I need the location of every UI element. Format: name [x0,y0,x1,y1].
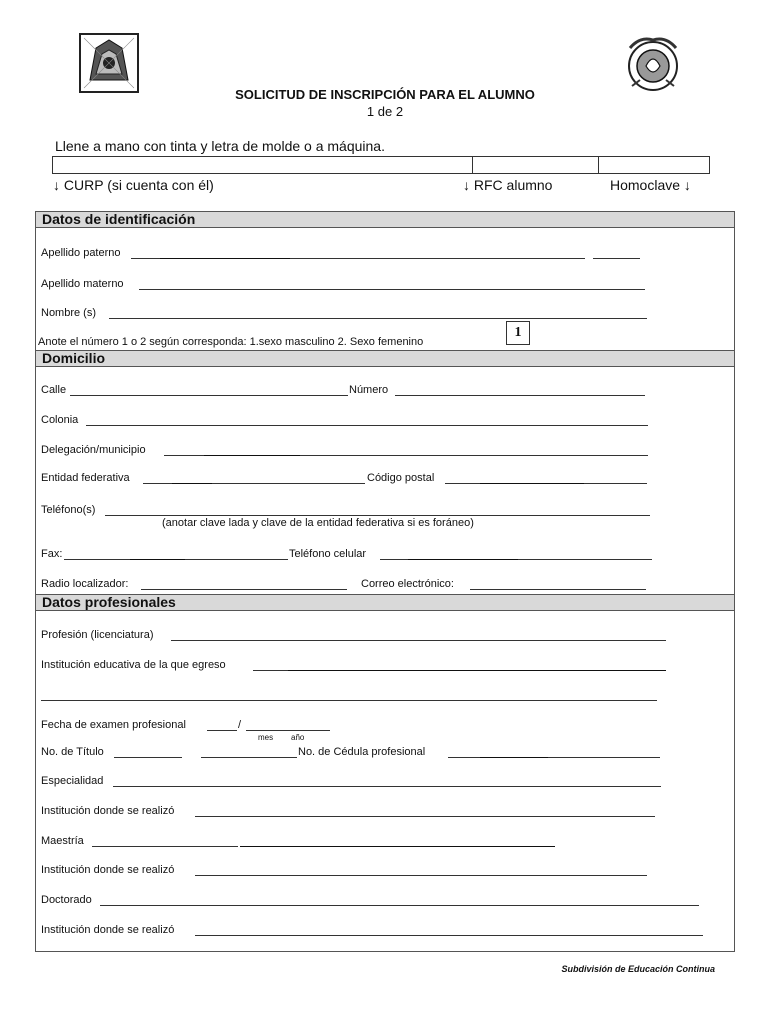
rfc-label: ↓ RFC alumno [463,177,553,193]
apellido-paterno-extra-field[interactable] [593,258,640,259]
footer-department: Subdivisión de Educación Continua [561,964,715,974]
apellido-materno-field[interactable] [139,289,645,290]
instruction-text: Llene a mano con tinta y letra de molde o a máquina. [55,138,385,154]
maestria-field[interactable] [92,846,238,847]
fax-highlight [130,559,185,560]
apellido-paterno-label: Apellido paterno [41,247,121,259]
calle-field[interactable] [70,395,348,396]
especialidad-field[interactable] [113,786,661,787]
curp-label: ↓ CURP (si cuenta con él) [53,177,214,193]
nombre-label: Nombre (s) [41,307,97,319]
numero-field[interactable] [395,395,645,396]
telefono-field[interactable] [105,515,650,516]
entidad-highlight [172,483,212,484]
inst-especialidad-label: Institución donde se realizó [41,805,175,817]
codigo-postal-label: Código postal [367,472,435,484]
profesion-field[interactable] [171,640,666,641]
profesionales-section [35,594,735,952]
inst-especialidad-field[interactable] [195,816,655,817]
fecha-anio-field[interactable] [246,730,330,731]
correo-field[interactable] [470,589,646,590]
inst-doctorado-field[interactable] [195,935,703,936]
titulo-field-2[interactable] [201,757,297,758]
inst-maestria-label: Institución donde se realizó [41,864,175,876]
cedula-label: No. de Cédula profesional [298,746,426,758]
radio-label: Radio localizador: [41,578,129,590]
identificacion-header: Datos de identificación [35,211,735,228]
identificacion-section [35,211,735,351]
institucion-egreso-continuation[interactable] [41,700,657,701]
radio-field[interactable] [141,589,347,590]
box-divider [472,157,473,173]
institucion-egreso-label: Institución educativa de la que egreso [41,659,226,671]
entidad-label: Entidad federativa [41,472,130,484]
curp-rfc-box[interactable] [52,156,710,174]
telefono-label: Teléfono(s) [41,504,96,516]
delegacion-label: Delegación/municipio [41,444,146,456]
maestria-highlight [240,846,555,847]
calle-label: Calle [41,384,67,396]
institucion-egreso-highlight [288,670,666,671]
doctorado-label: Doctorado [41,894,92,906]
inst-doctorado-label: Institución donde se realizó [41,924,175,936]
fecha-separator: / [238,719,242,731]
nombre-field[interactable] [109,318,647,319]
titulo-field[interactable] [114,757,182,758]
sexo-note: Anote el número 1 o 2 según corresponda: 1.sexo masculino 2. Sexo femenino [38,336,424,348]
cedula-highlight [480,757,548,758]
profesionales-header: Datos profesionales [35,594,735,611]
titulo-label: No. de Título [41,746,104,758]
colonia-label: Colonia [41,414,79,426]
numero-label: Número [349,384,389,396]
celular-highlight [408,559,518,560]
fecha-mes-field[interactable] [207,730,237,731]
mes-hint: mes [258,733,274,742]
sexo-input-box[interactable]: 1 [506,321,530,345]
domicilio-header: Domicilio [35,350,735,367]
page-indicator: 1 de 2 [366,104,404,119]
form-title: SOLICITUD DE INSCRIPCIÓN PARA EL ALUMNO [235,87,535,102]
inst-maestria-field[interactable] [195,875,647,876]
colonia-field[interactable] [86,425,648,426]
doctorado-field[interactable] [100,905,699,906]
maestria-label: Maestría [41,835,84,847]
anio-hint: año [291,733,305,742]
box-divider [598,157,599,173]
apellido-paterno-highlight [160,258,290,259]
delegacion-highlight [204,455,300,456]
especialidad-label: Especialidad [41,775,104,787]
codigo-postal-highlight [480,483,584,484]
celular-label: Teléfono celular [289,548,367,560]
apellido-materno-label: Apellido materno [41,278,124,290]
telefono-note: (anotar clave lada y clave de la entidad federativa si es foráneo) [162,517,474,529]
fecha-examen-label: Fecha de examen profesional [41,719,186,731]
profesion-label: Profesión (licenciatura) [41,629,154,641]
fax-label: Fax: [41,548,63,560]
homoclave-label: Homoclave ↓ [610,177,691,193]
correo-label: Correo electrónico: [361,578,454,590]
